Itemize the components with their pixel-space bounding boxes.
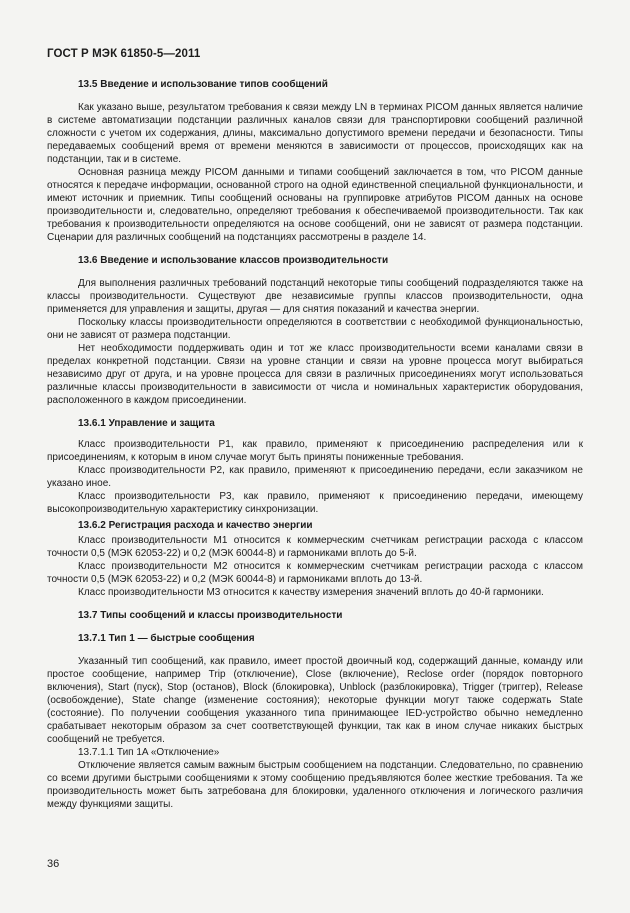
page-number: 36 bbox=[47, 858, 60, 870]
paragraph: Класс производительности M3 относится к качеству измерения значений вплоть до 40-й гармоники. bbox=[78, 587, 544, 598]
paragraph: Нет необходимости поддерживать один и тот же класс производительности всеми каналами связи в пределах конкретной подстанции. Связи на уровне станции и связи на уровне процесса могут выбираться независимо друг от друга, и на уровне процесса для связи в различных присоединениях могут использоваться различные классы производительности в зависимости от числа и номинальных характеристик оборудования, расположенного в каждом присоединении. bbox=[47, 343, 583, 406]
paragraph: Указанный тип сообщений, как правило, имеет простой двоичный код, содержащий данные, команду или простое сообщение, например Trip (отключение), Close (включение), Reclose order (порядок повторного включения), Start (пуск), Stop (останов), Block (блокировка), Unblock (разблокировка), Trigger (триггер), Release (освобождение), State change (изменение состояния); некоторые функции могут также содержать State (состояние). По получении сообщения указанного типа принимающее IED-устройство обычно немедленно срабатывает некоторым образом за счет соответствующей функции, так как в ином случае никаких быстрых сообщений не требуется. bbox=[47, 656, 583, 745]
document-body bbox=[47, 78, 583, 821]
section-13-7-1-body bbox=[47, 655, 583, 811]
paragraph: Как указано выше, результатом требования к связи между LN в терминах PICOM данных является наличие в системе автоматизации подстанции различных каналов связи для транспортировки сообщений различной сложности с учетом их содержания, длины, максимально допустимого времени передачи и безопасности. Типы передаваемых сообщений время от времени меняются в зависимости от процессов, происходящих как на подстанции, так и в системе. bbox=[47, 102, 583, 165]
section-13-6-body bbox=[47, 277, 583, 407]
section-heading-13-7: 13.7 Типы сообщений и классы производительности bbox=[78, 610, 343, 621]
section-13-5-body bbox=[47, 101, 583, 244]
paragraph: Поскольку классы производительности определяются в соответствии с необходимой функциональностью, они не зависят от размера подстанции. bbox=[47, 317, 583, 341]
paragraph: Класс производительности M2 относится к коммерческим счетчикам регистрации расхода с классом точности 0,5 (МЭК 62053-22) и 0,2 (МЭК 60044-8) и гармониками вплоть до 13-й. bbox=[47, 561, 583, 585]
paragraph: Для выполнения различных требований подстанций некоторые типы сообщений подразделяются также на классы производительности. Существуют две независимые группы классов производительности, одна применяется для управления и защиты, другая — для снятия показаний и качества энергии. bbox=[47, 278, 583, 315]
clause-heading-13-7-1-1: 13.7.1.1 Тип 1A «Отключение» bbox=[78, 747, 220, 758]
section-heading-13-5: 13.5 Введение и использование типов сообщений bbox=[78, 79, 328, 90]
standard-header: ГОСТ Р МЭК 61850-5—2011 bbox=[47, 48, 201, 60]
paragraph: Класс производительности P2, как правило, применяют к присоединению передачи, если заказчиком не указано иное. bbox=[47, 465, 583, 489]
paragraph: Класс производительности P3, как правило, применяют к присоединению передачи, имеющему высокопроизводительную характеристику синхронизации. bbox=[47, 491, 583, 515]
paragraph: Основная разница между PICOM данными и типами сообщений заключается в том, что PICOM данные относятся к передаче информации, основанной строго на одной единственной специальной функциональности, и имеют источник и приемник. Типы сообщений основаны на группировке атрибутов PICOM данных на основе производительности и, следовательно, определяют требования к обеспечиваемой производительности. Так как требования к производительности определяются на основе сообщений, они не зависят от размера подстанции. Сценарии для различных сообщений на подстанциях рассмотрены в разделе 14. bbox=[47, 167, 583, 243]
section-heading-13-6-1: 13.6.1 Управление и защита bbox=[78, 418, 215, 429]
section-heading-13-6-2: 13.6.2 Регистрация расхода и качество энергии bbox=[78, 520, 313, 531]
paragraph: Класс производительности M1 относится к коммерческим счетчикам регистрации расхода с классом точности 0,5 (МЭК 62053-22) и 0,2 (МЭК 60044-8) и гармониками вплоть до 5-й. bbox=[47, 535, 583, 559]
section-13-6-1-body bbox=[47, 438, 583, 516]
section-heading-13-7-1: 13.7.1 Тип 1 — быстрые сообщения bbox=[78, 633, 255, 644]
paragraph: Класс производительности P1, как правило, применяют к присоединению распределения или к присоединениям, к которым в ином случае могут быть приняты пониженные требования. bbox=[47, 439, 583, 463]
section-heading-13-6: 13.6 Введение и использование классов производительности bbox=[78, 255, 389, 266]
paragraph: Отключение является самым важным быстрым сообщением на подстанции. Следовательно, по сравнению со всеми другими быстрыми сообщениями к этому сообщению предъявляются более жесткие требования. Та же производительность может быть затребована для блокировки, удаленного отключения и логического различия между функциями защиты. bbox=[47, 760, 583, 810]
section-13-6-2-body bbox=[47, 534, 583, 599]
